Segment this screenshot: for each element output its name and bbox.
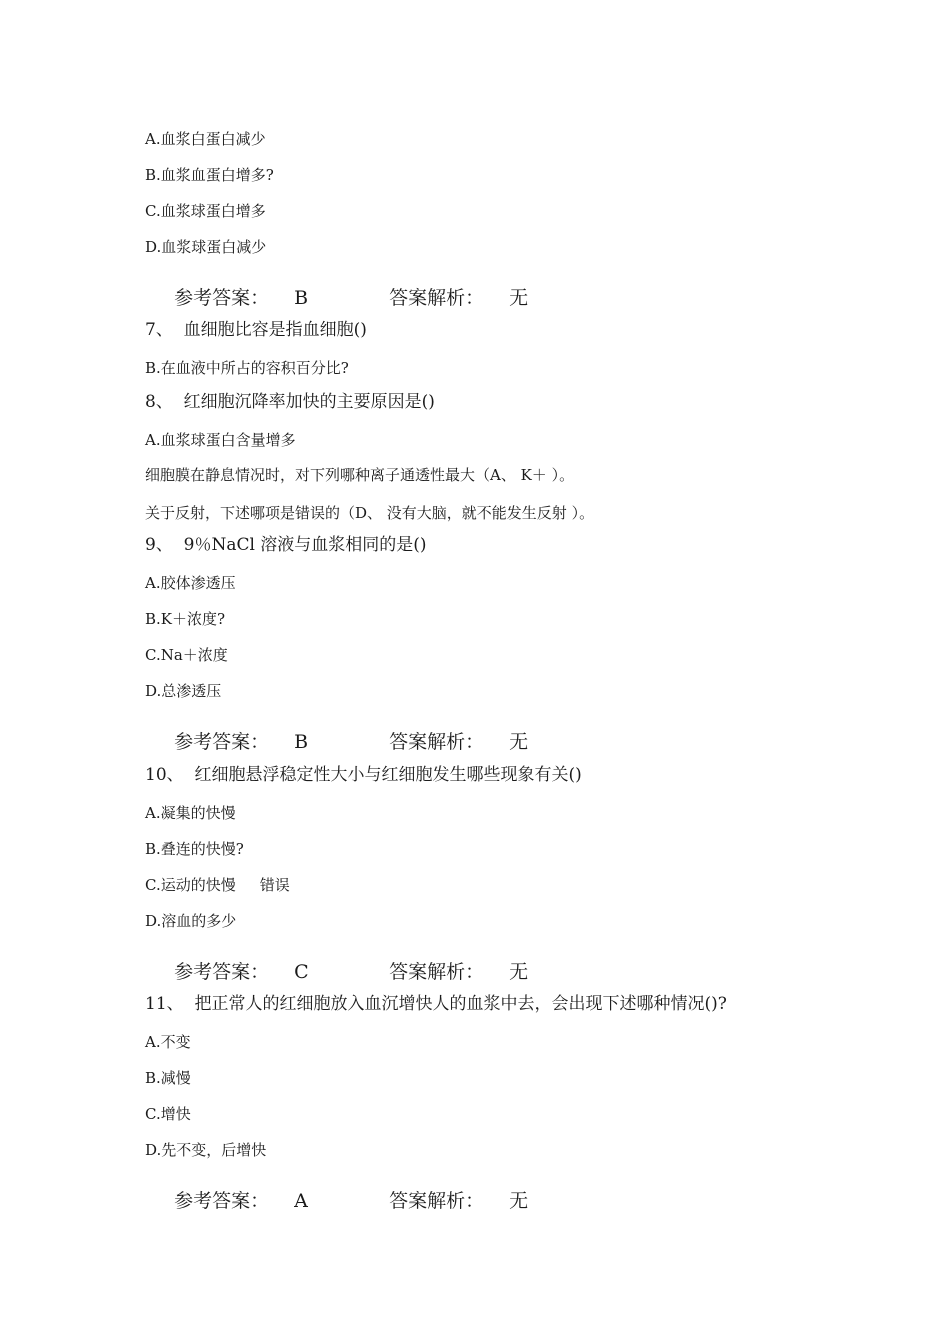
q9-option-b: B.K＋浓度? [145,610,226,628]
q10-option-c: C.运动的快慢 [145,876,236,894]
q8-title: 8、 红细胞沉降率加快的主要原因是() [145,392,435,412]
q10-title: 10、 红细胞悬浮稳定性大小与红细胞发生哪些现象有关() [145,765,582,785]
q10-option-b: B.叠连的快慢? [145,840,244,858]
q11-option-d: D.先不变，后增快 [145,1141,267,1159]
q11-option-b: B.减慢 [145,1069,191,1087]
q11-title: 11、 把正常人的红细胞放入血沉增快人的血浆中去，会出现下述哪种情况()? [145,994,727,1014]
answer-value: C [294,961,309,983]
q11-option-a: A.不变 [145,1033,191,1051]
q9-option-a: A.胶体渗透压 [145,574,236,592]
analysis-value: 无 [509,731,529,753]
analysis-value: 无 [509,287,529,309]
q10-option-c-row [145,878,290,893]
answer-value: B [294,287,309,309]
analysis-value: 无 [509,1190,529,1212]
q10-answer-row [162,944,528,982]
note-line-1: 细胞膜在静息情况时，对下列哪种离子通透性最大（A、 K＋ ）。 [145,466,575,484]
q11-answer-row [162,1173,528,1211]
answer-label: 参考答案： [174,1190,270,1212]
analysis-value: 无 [509,961,529,983]
q6-option-d: D.血浆球蛋白减少 [145,238,267,256]
q6-option-a: A.血浆白蛋白减少 [145,130,266,148]
q9-option-d: D.总渗透压 [145,682,222,700]
analysis-label: 答案解析： [389,961,485,983]
q8-option-a: A.血浆球蛋白含量增多 [145,431,296,449]
q6-answer-row [162,270,528,308]
q6-option-b: B.血浆血蛋白增多? [145,166,274,184]
q10-option-a: A.凝集的快慢 [145,804,236,822]
q10-option-d: D.溶血的多少 [145,912,237,930]
q9-option-c: C.Na＋浓度 [145,646,228,664]
answer-label: 参考答案： [174,731,270,753]
answer-value: B [294,731,309,753]
analysis-label: 答案解析： [389,1190,485,1212]
answer-value: A [294,1190,308,1212]
q6-option-c: C.血浆球蛋白增多 [145,202,266,220]
q7-title: 7、 血细胞比容是指血细胞() [145,320,367,340]
analysis-label: 答案解析： [389,731,485,753]
note-line-2: 关于反射，下述哪项是错误的（D、 没有大脑，就不能发生反射 ）。 [145,504,595,522]
q9-title: 9、 9％NaCl 溶液与血浆相同的是() [145,535,427,555]
q10-option-c-mark: 错误 [259,876,290,894]
q9-answer-row [162,714,528,752]
analysis-label: 答案解析： [389,287,485,309]
answer-label: 参考答案： [174,287,270,309]
q11-option-c: C.增快 [145,1105,191,1123]
answer-label: 参考答案： [174,961,270,983]
q7-option-b: B.在血液中所占的容积百分比? [145,359,349,377]
